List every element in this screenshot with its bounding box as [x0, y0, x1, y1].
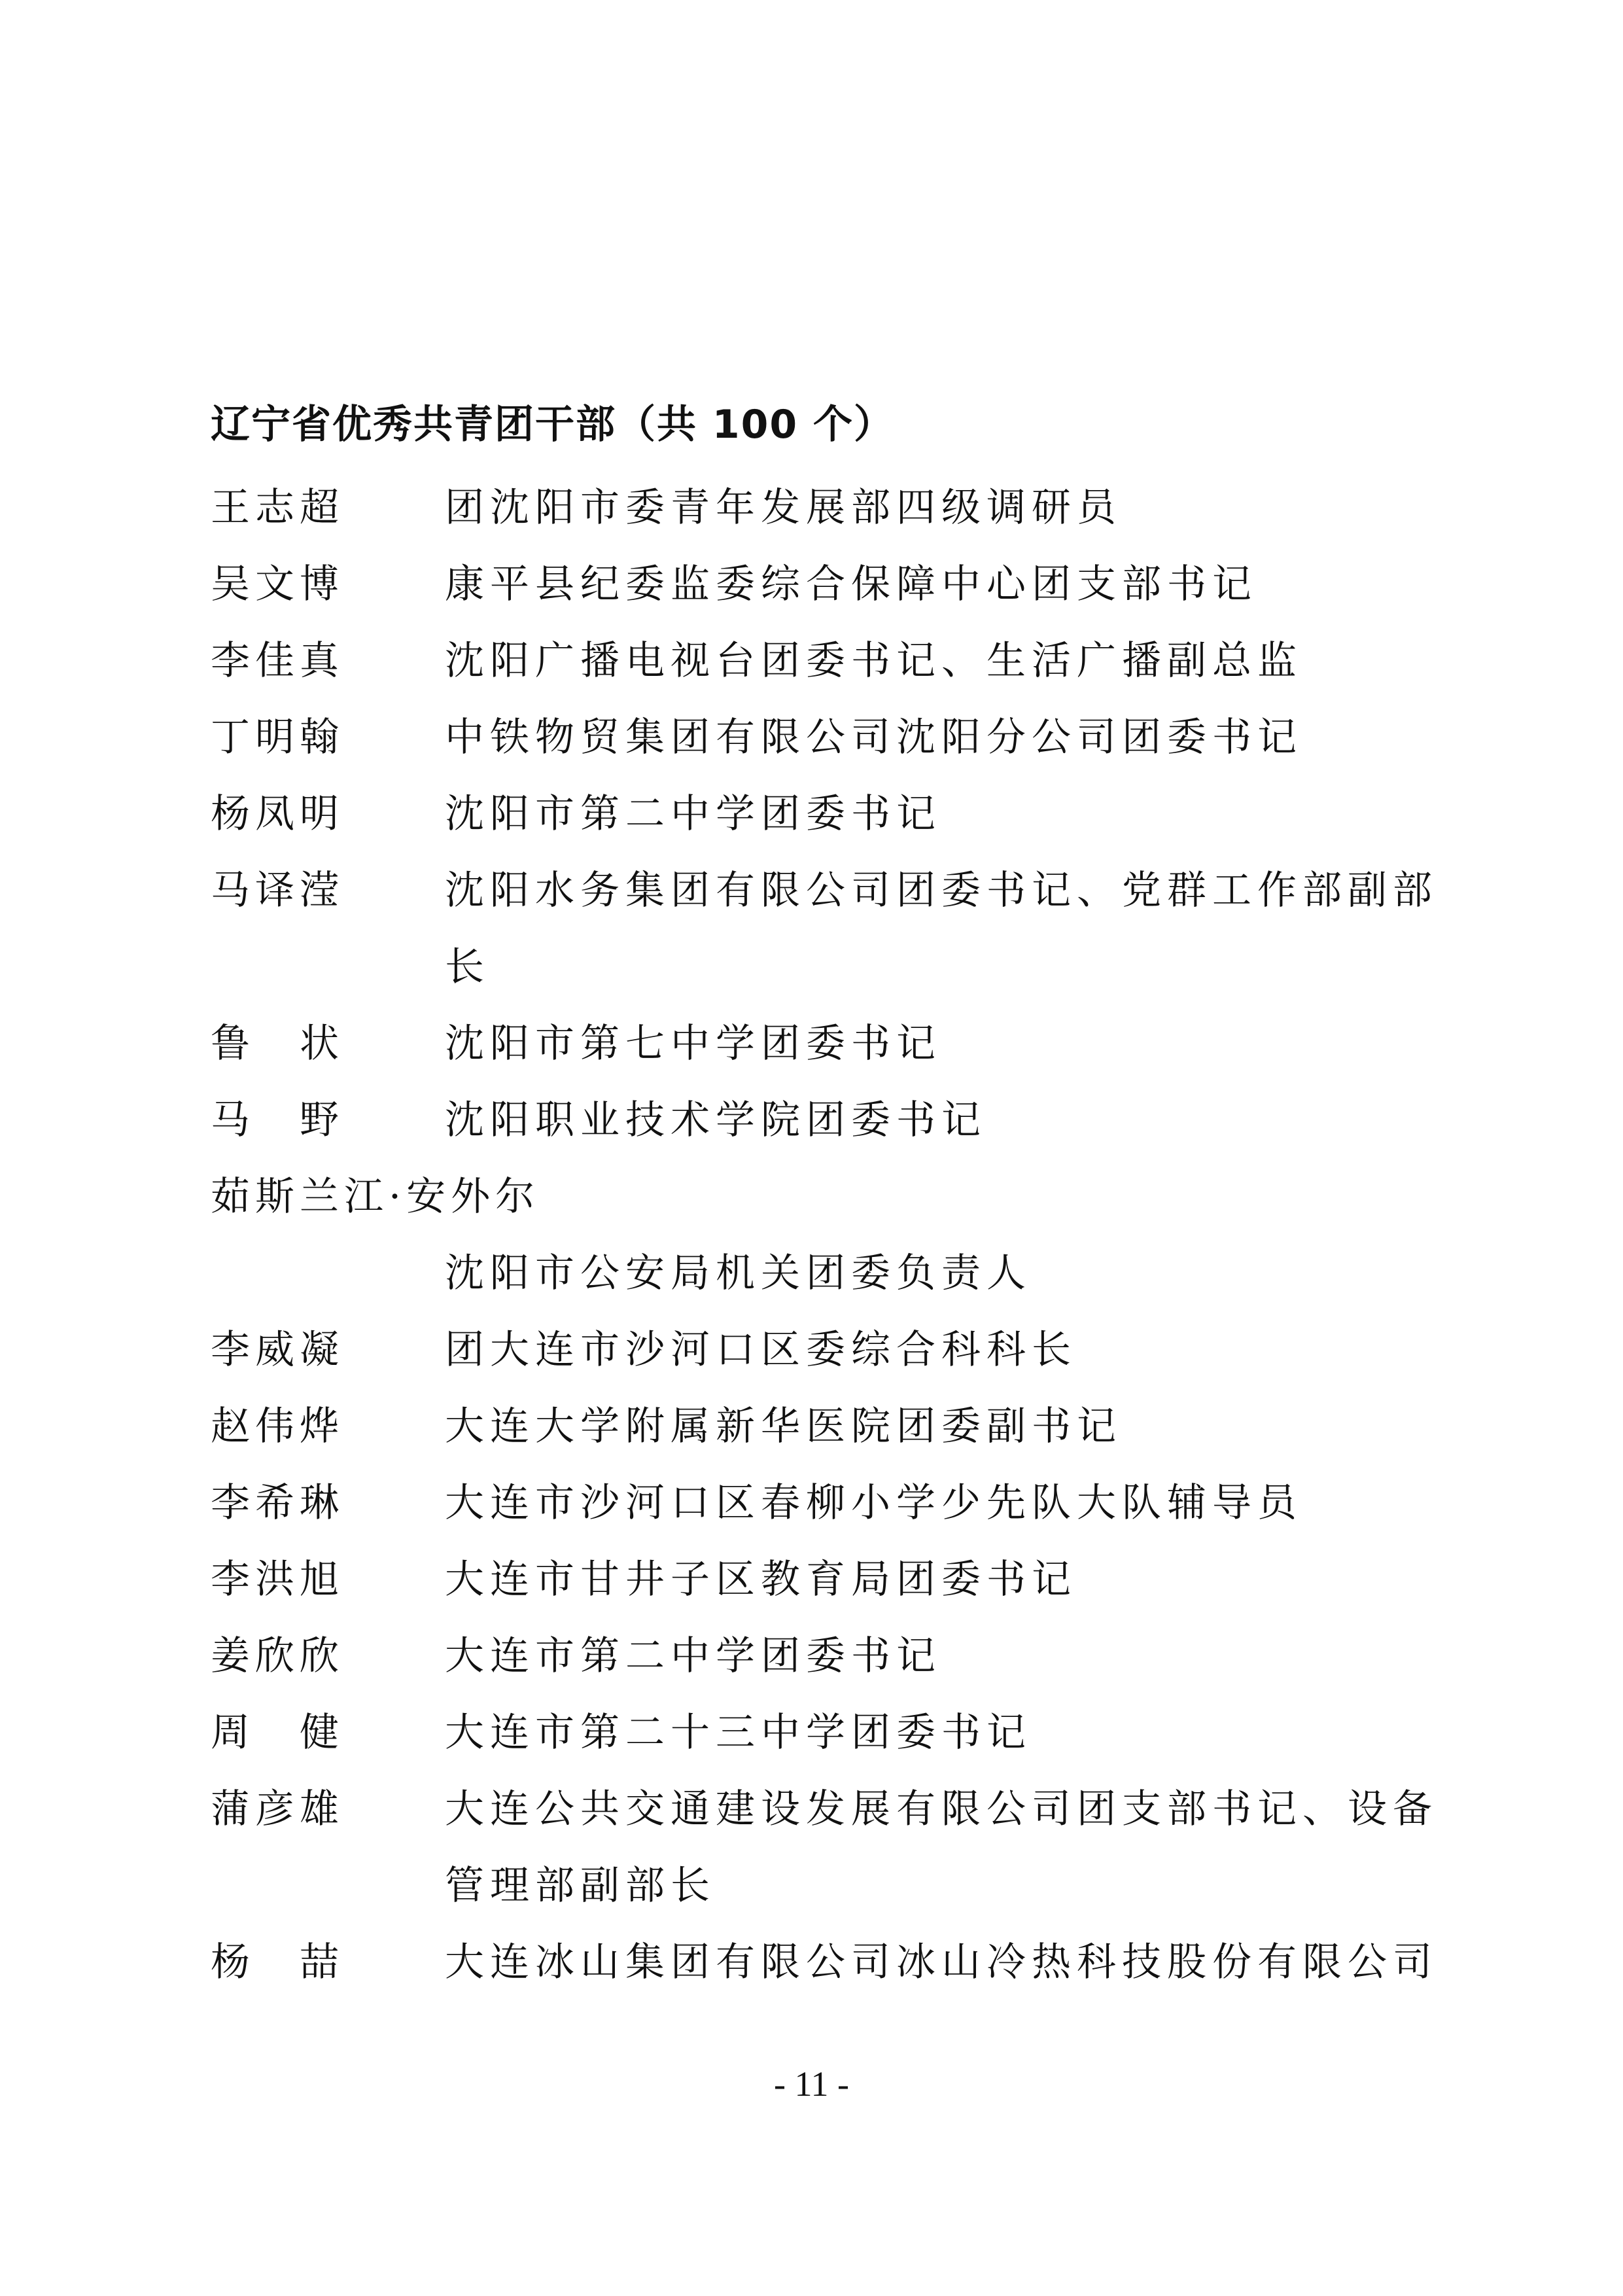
list-item-continuation [211, 1235, 1427, 1312]
list-item [211, 1695, 1427, 1771]
list-item [211, 1006, 1427, 1082]
honoree-name: 马译滢 [211, 868, 344, 913]
honoree-position: 大连公共交通建设发展有限公司团支部书记、设备 [445, 1786, 1438, 1832]
honoree-position: 管理部副部长 [445, 1863, 716, 1909]
list-item-continuation [211, 1848, 1427, 1924]
honoree-name: 赵伟烨 [211, 1404, 344, 1449]
honoree-list [211, 470, 1438, 2001]
honoree-name: 李佳真 [211, 638, 344, 684]
list-item [211, 1618, 1427, 1695]
honoree-position: 大连市第二中学团委书记 [445, 1633, 941, 1679]
honoree-position: 中铁物贸集团有限公司沈阳分公司团委书记 [445, 715, 1302, 760]
honoree-position: 大连大学附属新华医院团委副书记 [445, 1404, 1122, 1449]
page-number: - 11 - [774, 2064, 849, 2104]
list-item [211, 1388, 1427, 1465]
honoree-position: 康平县纪委监委综合保障中心团支部书记 [445, 561, 1257, 607]
honoree-name: 姜欣欣 [211, 1633, 344, 1679]
list-item [211, 1771, 1438, 1848]
honoree-name: 茹斯兰江·安外尔 [211, 1174, 540, 1220]
honoree-name: 杨 喆 [211, 1939, 344, 1985]
honoree-name: 杨凤明 [211, 791, 344, 837]
honoree-name: 吴文博 [211, 561, 344, 607]
list-item [211, 699, 1427, 776]
honoree-name: 王志超 [211, 485, 344, 531]
honoree-position: 沈阳职业技术学院团委书记 [445, 1097, 986, 1143]
section-heading: 辽宁省优秀共青团干部（共 100 个） [211, 402, 895, 448]
honoree-name: 李洪旭 [211, 1557, 344, 1602]
list-item [211, 1924, 1438, 2001]
honoree-name: 鲁 状 [211, 1021, 344, 1067]
honoree-position: 沈阳市第七中学团委书记 [445, 1021, 941, 1067]
honoree-position: 大连冰山集团有限公司冰山冷热科技股份有限公司 [445, 1939, 1438, 1985]
honoree-position: 沈阳市第二中学团委书记 [445, 791, 941, 837]
honoree-position: 大连市甘井子区教育局团委书记 [445, 1557, 1077, 1602]
honoree-position: 沈阳水务集团有限公司团委书记、党群工作部副部 [445, 868, 1438, 913]
honoree-name: 李希琳 [211, 1480, 344, 1526]
list-item [211, 470, 1427, 546]
list-item [211, 1159, 1427, 1235]
list-item [211, 853, 1438, 929]
honoree-name: 马 野 [211, 1097, 344, 1143]
honoree-name: 周 健 [211, 1710, 344, 1756]
honoree-position: 长 [445, 944, 490, 990]
list-item-continuation [211, 929, 1427, 1006]
honoree-name: 蒲彦雄 [211, 1786, 344, 1832]
list-item [211, 1312, 1427, 1388]
honoree-position: 大连市第二十三中学团委书记 [445, 1710, 1032, 1756]
honoree-name: 李威凝 [211, 1327, 344, 1373]
honoree-position: 沈阳广播电视台团委书记、生活广播副总监 [445, 638, 1302, 684]
list-item [211, 1082, 1427, 1159]
honoree-name: 丁明翰 [211, 715, 344, 760]
honoree-position: 团大连市沙河口区委综合科科长 [445, 1327, 1077, 1373]
list-item [211, 776, 1427, 853]
list-item [211, 1465, 1427, 1542]
honoree-position: 沈阳市公安局机关团委负责人 [445, 1250, 1032, 1296]
list-item [211, 623, 1427, 699]
honoree-position: 大连市沙河口区春柳小学少先队大队辅导员 [445, 1480, 1302, 1526]
honoree-position: 团沈阳市委青年发展部四级调研员 [445, 485, 1122, 531]
list-item [211, 546, 1427, 623]
list-item [211, 1542, 1427, 1618]
